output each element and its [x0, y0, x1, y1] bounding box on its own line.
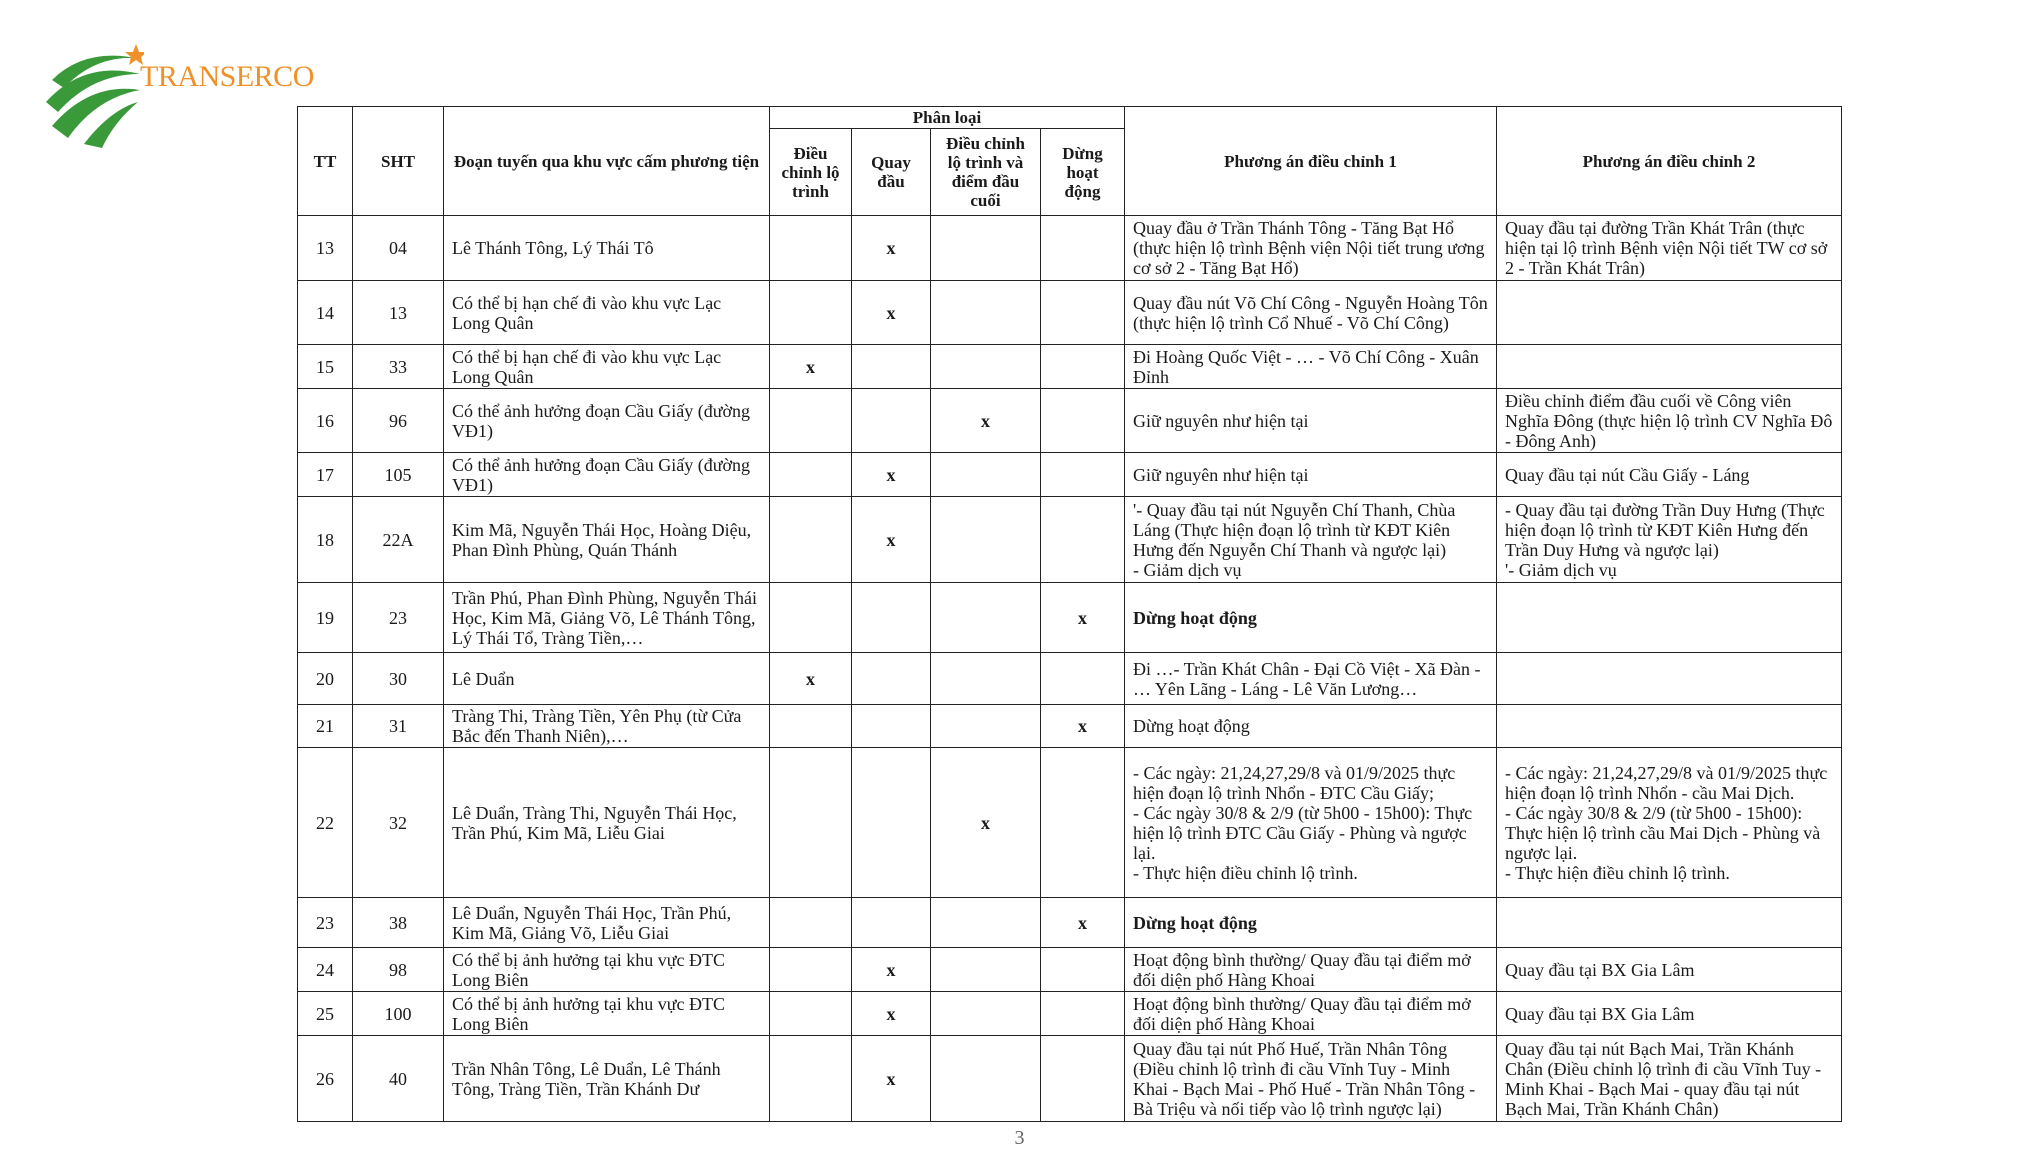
cell-plan1: Quay đầu ở Trần Thánh Tông - Tăng Bạt Hổ (thực hiện lộ trình Bệnh viện Nội tiết trung ương cơ sở 2 - Tăng Bạt Hổ) [1125, 216, 1497, 281]
table-row [298, 748, 1842, 898]
cell-sht: 98 [353, 948, 444, 992]
cell-adjust-route-terminal-mark [931, 345, 1041, 389]
cell-plan1: Quay đầu nút Võ Chí Công - Nguyễn Hoàng Tôn (thực hiện lộ trình Cổ Nhuế - Võ Chí Công) [1125, 281, 1497, 345]
cell-plan1: Dừng hoạt động [1125, 898, 1497, 948]
cell-adjust-route-mark [770, 992, 852, 1036]
cell-sht: 40 [353, 1036, 444, 1122]
cell-plan1: Hoạt động bình thường/ Quay đầu tại điểm mở đối diện phố Hàng Khoai [1125, 992, 1497, 1036]
cell-plan2: - Quay đầu tại đường Trần Duy Hưng (Thực hiện đoạn lộ trình từ KĐT Kiên Hưng đến Trần Duy Hưng và ngược lại) '- Giảm dịch vụ [1497, 497, 1842, 583]
cell-sht: 96 [353, 389, 444, 453]
page-number: 3 [1014, 1127, 1025, 1149]
header-adjust-route-terminal: Điều chỉnh lộ trình và điểm đầu cuối [931, 129, 1041, 216]
cell-stop-mark: x [1041, 705, 1125, 748]
cell-sht: 33 [353, 345, 444, 389]
cell-plan1: Đi …- Trần Khát Chân - Đại Cồ Việt - Xã Đàn - … Yên Lãng - Láng - Lê Văn Lương… [1125, 653, 1497, 705]
header-plan2: Phương án điều chỉnh 2 [1497, 107, 1842, 216]
cell-u-turn-mark [852, 898, 931, 948]
cell-plan1: Đi Hoàng Quốc Việt - … - Võ Chí Công - Xuân Đỉnh [1125, 345, 1497, 389]
cell-segment: Có thể ảnh hưởng đoạn Cầu Giấy (đường VĐ1) [444, 389, 770, 453]
cell-adjust-route-mark [770, 748, 852, 898]
cell-adjust-route-terminal-mark: x [931, 748, 1041, 898]
cell-tt: 15 [298, 345, 353, 389]
cell-tt: 26 [298, 1036, 353, 1122]
cell-plan2: - Các ngày: 21,24,27,29/8 và 01/9/2025 thực hiện đoạn lộ trình Nhổn - cầu Mai Dịch. - Các ngày 30/8 & 2/9 (từ 5h00 - 15h00): Thực hiện lộ trình cầu Mai Dịch - Phùng và ngược lại. - Thực hiện điều chỉnh lộ trình. [1497, 748, 1842, 898]
header-classification: Phân loại [770, 107, 1125, 129]
cell-segment: Trần Nhân Tông, Lê Duẩn, Lê Thánh Tông, Tràng Tiền, Trần Khánh Dư [444, 1036, 770, 1122]
header-plan1: Phương án điều chỉnh 1 [1125, 107, 1497, 216]
cell-segment: Có thể bị hạn chế đi vào khu vực Lạc Long Quân [444, 281, 770, 345]
cell-adjust-route-terminal-mark [931, 583, 1041, 653]
cell-plan2: Quay đầu tại BX Gia Lâm [1497, 948, 1842, 992]
table-row [298, 705, 1842, 748]
cell-plan2 [1497, 345, 1842, 389]
cell-u-turn-mark [852, 389, 931, 453]
cell-stop-mark [1041, 653, 1125, 705]
cell-segment: Lê Thánh Tông, Lý Thái Tô [444, 216, 770, 281]
cell-adjust-route-terminal-mark [931, 705, 1041, 748]
cell-u-turn-mark [852, 705, 931, 748]
cell-plan2: Quay đầu tại nút Bạch Mai, Trần Khánh Chân (Điều chỉnh lộ trình đi cầu Vĩnh Tuy - Minh Khai - Bạch Mai - quay đầu tại nút Bạch Mai, Trần Khánh Chân) [1497, 1036, 1842, 1122]
cell-tt: 19 [298, 583, 353, 653]
cell-stop-mark: x [1041, 583, 1125, 653]
cell-plan2: Quay đầu tại nút Cầu Giấy - Láng [1497, 453, 1842, 497]
cell-plan1: Giữ nguyên như hiện tại [1125, 453, 1497, 497]
cell-adjust-route-terminal-mark [931, 898, 1041, 948]
cell-tt: 25 [298, 992, 353, 1036]
cell-stop-mark [1041, 1036, 1125, 1122]
table-row [298, 497, 1842, 583]
cell-tt: 16 [298, 389, 353, 453]
cell-segment: Lê Duẩn, Tràng Thi, Nguyễn Thái Học, Trần Phú, Kim Mã, Liễu Giai [444, 748, 770, 898]
cell-plan2: Điều chỉnh điểm đầu cuối về Công viên Nghĩa Đông (thực hiện lộ trình CV Nghĩa Đô - Đông Anh) [1497, 389, 1842, 453]
table-row [298, 1036, 1842, 1122]
cell-segment: Có thể bị hạn chế đi vào khu vực Lạc Long Quân [444, 345, 770, 389]
cell-u-turn-mark: x [852, 281, 931, 345]
cell-sht: 22A [353, 497, 444, 583]
cell-segment: Có thể ảnh hưởng đoạn Cầu Giấy (đường VĐ1) [444, 453, 770, 497]
cell-sht: 04 [353, 216, 444, 281]
table-row [298, 216, 1842, 281]
cell-stop-mark [1041, 345, 1125, 389]
cell-plan2 [1497, 898, 1842, 948]
cell-segment: Tràng Thi, Tràng Tiền, Yên Phụ (từ Cửa Bắc đến Thanh Niên),… [444, 705, 770, 748]
header-tt: TT [298, 107, 353, 216]
cell-sht: 30 [353, 653, 444, 705]
cell-segment: Lê Duẩn [444, 653, 770, 705]
table-row [298, 583, 1842, 653]
cell-tt: 20 [298, 653, 353, 705]
cell-adjust-route-mark: x [770, 345, 852, 389]
cell-sht: 105 [353, 453, 444, 497]
cell-u-turn-mark [852, 583, 931, 653]
cell-sht: 38 [353, 898, 444, 948]
cell-adjust-route-mark [770, 497, 852, 583]
cell-adjust-route-mark [770, 1036, 852, 1122]
cell-segment: Lê Duẩn, Nguyễn Thái Học, Trần Phú, Kim Mã, Giảng Võ, Liễu Giai [444, 898, 770, 948]
route-adjustment-table [297, 106, 1842, 1122]
cell-u-turn-mark [852, 345, 931, 389]
cell-adjust-route-terminal-mark [931, 216, 1041, 281]
cell-stop-mark: x [1041, 898, 1125, 948]
cell-adjust-route-terminal-mark [931, 653, 1041, 705]
logo-text: TRANSERCO [140, 60, 314, 93]
cell-u-turn-mark [852, 653, 931, 705]
cell-adjust-route-terminal-mark: x [931, 389, 1041, 453]
table-row [298, 345, 1842, 389]
cell-plan1: Giữ nguyên như hiện tại [1125, 389, 1497, 453]
cell-stop-mark [1041, 453, 1125, 497]
cell-sht: 31 [353, 705, 444, 748]
cell-adjust-route-mark: x [770, 653, 852, 705]
table-row [298, 898, 1842, 948]
cell-plan2 [1497, 583, 1842, 653]
cell-plan1: Dừng hoạt động [1125, 705, 1497, 748]
cell-sht: 32 [353, 748, 444, 898]
cell-adjust-route-mark [770, 216, 852, 281]
header-stop: Dừng hoạt động [1041, 129, 1125, 216]
cell-sht: 13 [353, 281, 444, 345]
cell-plan2 [1497, 705, 1842, 748]
transerco-emblem-icon [44, 40, 144, 150]
cell-plan1: Hoạt động bình thường/ Quay đầu tại điểm mở đối diện phố Hàng Khoai [1125, 948, 1497, 992]
cell-plan2 [1497, 653, 1842, 705]
cell-plan1: '- Quay đầu tại nút Nguyễn Chí Thanh, Chùa Láng (Thực hiện đoạn lộ trình từ KĐT Kiên Hưng đến Nguyễn Chí Thanh và ngược lại) - Giảm dịch vụ [1125, 497, 1497, 583]
cell-tt: 21 [298, 705, 353, 748]
cell-stop-mark [1041, 281, 1125, 345]
cell-u-turn-mark: x [852, 216, 931, 281]
cell-tt: 14 [298, 281, 353, 345]
cell-adjust-route-mark [770, 583, 852, 653]
cell-segment: Kim Mã, Nguyễn Thái Học, Hoàng Diệu, Phan Đình Phùng, Quán Thánh [444, 497, 770, 583]
cell-adjust-route-terminal-mark [931, 497, 1041, 583]
cell-segment: Có thể bị ảnh hưởng tại khu vực ĐTC Long Biên [444, 948, 770, 992]
cell-adjust-route-mark [770, 948, 852, 992]
header-u-turn: Quay đầu [852, 129, 931, 216]
cell-plan2 [1497, 281, 1842, 345]
cell-tt: 24 [298, 948, 353, 992]
cell-adjust-route-terminal-mark [931, 453, 1041, 497]
cell-stop-mark [1041, 992, 1125, 1036]
cell-adjust-route-mark [770, 281, 852, 345]
cell-stop-mark [1041, 216, 1125, 281]
cell-sht: 23 [353, 583, 444, 653]
table-row [298, 992, 1842, 1036]
cell-plan1: Quay đầu tại nút Phố Huế, Trần Nhân Tông (Điều chỉnh lộ trình đi cầu Vĩnh Tuy - Minh Khai - Bạch Mai - Phố Huế - Trần Nhân Tông - Bà Triệu và nối tiếp vào lộ trình ngược lại) [1125, 1036, 1497, 1122]
cell-stop-mark [1041, 748, 1125, 898]
cell-adjust-route-mark [770, 898, 852, 948]
cell-tt: 13 [298, 216, 353, 281]
cell-tt: 18 [298, 497, 353, 583]
cell-u-turn-mark: x [852, 497, 931, 583]
cell-stop-mark [1041, 948, 1125, 992]
cell-plan1: - Các ngày: 21,24,27,29/8 và 01/9/2025 thực hiện đoạn lộ trình Nhổn - ĐTC Cầu Giấy; - Các ngày 30/8 & 2/9 (từ 5h00 - 15h00): Thực hiện lộ trình ĐTC Cầu Giấy - Phùng và ngược lại. - Thực hiện điều chỉnh lộ trình. [1125, 748, 1497, 898]
cell-u-turn-mark: x [852, 453, 931, 497]
cell-plan2: Quay đầu tại đường Trần Khát Trân (thực hiện tại lộ trình Bệnh viện Nội tiết TW cơ sở 2 - Trần Khát Trân) [1497, 216, 1842, 281]
cell-u-turn-mark: x [852, 1036, 931, 1122]
cell-adjust-route-mark [770, 453, 852, 497]
cell-plan2: Quay đầu tại BX Gia Lâm [1497, 992, 1842, 1036]
table-row [298, 653, 1842, 705]
cell-adjust-route-mark [770, 705, 852, 748]
header-sht: SHT [353, 107, 444, 216]
table-body [298, 216, 1842, 1122]
cell-adjust-route-terminal-mark [931, 992, 1041, 1036]
cell-segment: Trần Phú, Phan Đình Phùng, Nguyễn Thái Học, Kim Mã, Giảng Võ, Lê Thánh Tông, Lý Thái Tổ, Tràng Tiền,… [444, 583, 770, 653]
table-row [298, 389, 1842, 453]
cell-u-turn-mark: x [852, 992, 931, 1036]
cell-adjust-route-terminal-mark [931, 281, 1041, 345]
cell-segment: Có thể bị ảnh hưởng tại khu vực ĐTC Long Biên [444, 992, 770, 1036]
cell-u-turn-mark [852, 748, 931, 898]
table-row [298, 281, 1842, 345]
cell-adjust-route-terminal-mark [931, 1036, 1041, 1122]
cell-tt: 22 [298, 748, 353, 898]
cell-stop-mark [1041, 389, 1125, 453]
cell-sht: 100 [353, 992, 444, 1036]
table-row [298, 453, 1842, 497]
cell-stop-mark [1041, 497, 1125, 583]
cell-adjust-route-terminal-mark [931, 948, 1041, 992]
table-row [298, 948, 1842, 992]
cell-tt: 23 [298, 898, 353, 948]
cell-u-turn-mark: x [852, 948, 931, 992]
cell-tt: 17 [298, 453, 353, 497]
cell-plan1: Dừng hoạt động [1125, 583, 1497, 653]
cell-adjust-route-mark [770, 389, 852, 453]
header-segment: Đoạn tuyến qua khu vực cấm phương tiện [444, 107, 770, 216]
header-adjust-route: Điều chỉnh lộ trình [770, 129, 852, 216]
